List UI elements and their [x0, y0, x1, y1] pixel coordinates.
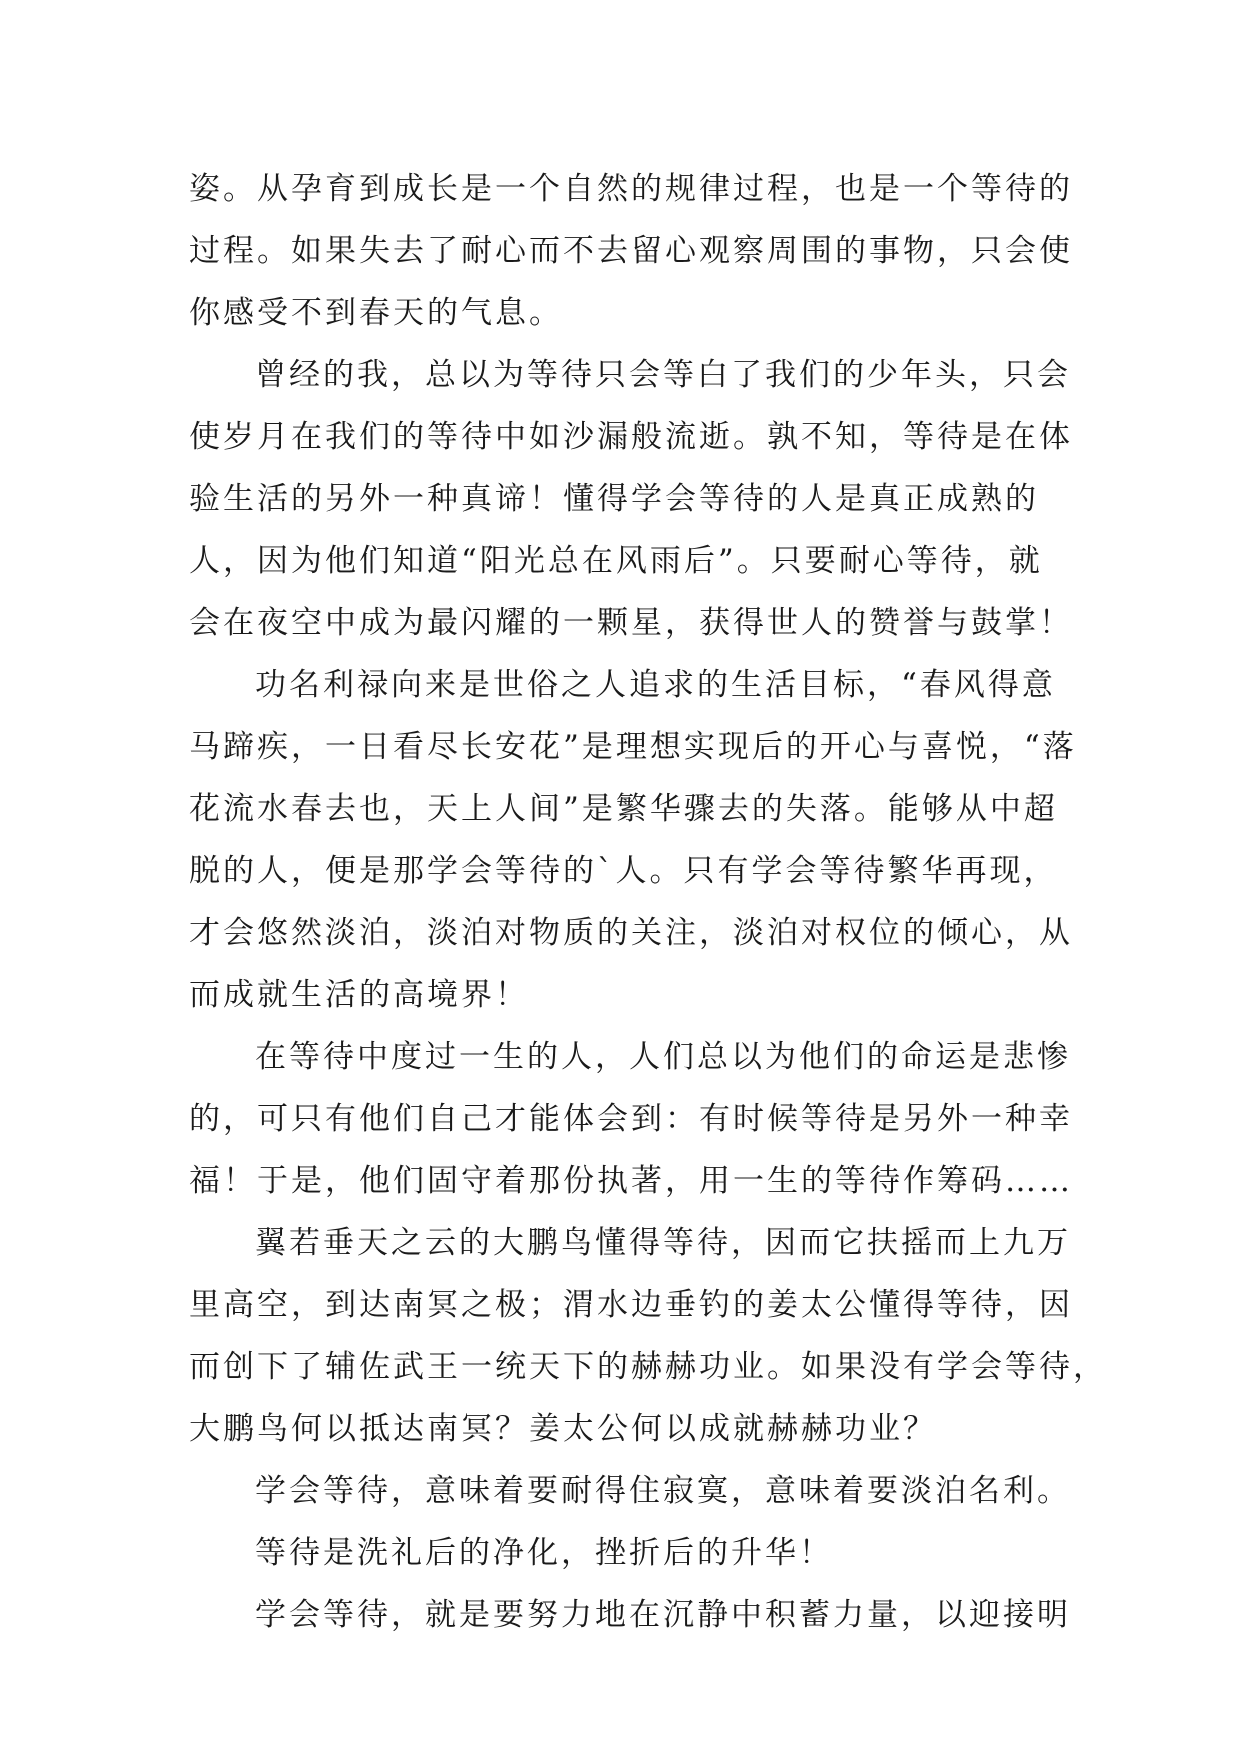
text-line: 你感受不到春天的气息。 [189, 295, 563, 331]
text-line: 功名利禄向来是世俗之人追求的生活目标，“春风得意 [255, 667, 1056, 703]
text-line: 翼若垂天之云的大鹏鸟懂得等待，因而它扶摇而上九万 [255, 1225, 1071, 1261]
text-line: 而成就生活的高境界！ [189, 977, 529, 1013]
text-line: 福！于是，他们固守着那份执著，用一生的等待作筹码…… [189, 1163, 1073, 1199]
text-line: 学会等待，就是要努力地在沉静中积蓄力量，以迎接明 [255, 1597, 1071, 1633]
text-line: 里高空，到达南冥之极；渭水边垂钓的姜太公懂得等待，因 [189, 1287, 1073, 1323]
text-line: 人，因为他们知道“阳光总在风雨后”。只要耐心等待，就 [189, 543, 1043, 579]
text-line: 而创下了辅佐武王一统天下的赫赫功业。如果没有学会等待， [189, 1349, 1107, 1385]
text-line: 大鹏鸟何以抵达南冥？姜太公何以成就赫赫功业？ [189, 1411, 937, 1447]
text-line: 花流水春去也，天上人间”是繁华骤去的失落。能够从中超 [189, 791, 1058, 827]
text-line: 才会悠然淡泊，淡泊对物质的关注，淡泊对权位的倾心，从 [189, 915, 1073, 951]
text-line: 使岁月在我们的等待中如沙漏般流逝。孰不知，等待是在体 [189, 419, 1073, 455]
text-line: 验生活的另外一种真谛！懂得学会等待的人是真正成熟的 [189, 481, 1039, 517]
text-line: 等待是洗礼后的净化，挫折后的升华！ [255, 1535, 833, 1571]
text-line: 姿。从孕育到成长是一个自然的规律过程，也是一个等待的 [189, 171, 1073, 207]
text-line: 脱的人，便是那学会等待的`人。只有学会等待繁华再现， [189, 853, 1058, 889]
text-line: 马蹄疾，一日看尽长安花”是理想实现后的开心与喜悦，“落 [189, 729, 1077, 765]
body-text [189, 158, 1107, 1646]
text-line: 在等待中度过一生的人，人们总以为他们的命运是悲惨 [255, 1039, 1071, 1075]
text-line: 曾经的我，总以为等待只会等白了我们的少年头，只会 [255, 357, 1071, 393]
text-line: 过程。如果失去了耐心而不去留心观察周围的事物，只会使 [189, 233, 1073, 269]
text-line: 学会等待，意味着要耐得住寂寞，意味着要淡泊名利。 [255, 1473, 1071, 1509]
text-line: 会在夜空中成为最闪耀的一颗星，获得世人的赞誉与鼓掌！ [189, 605, 1073, 641]
text-line: 的，可只有他们自己才能体会到：有时候等待是另外一种幸 [189, 1101, 1073, 1137]
